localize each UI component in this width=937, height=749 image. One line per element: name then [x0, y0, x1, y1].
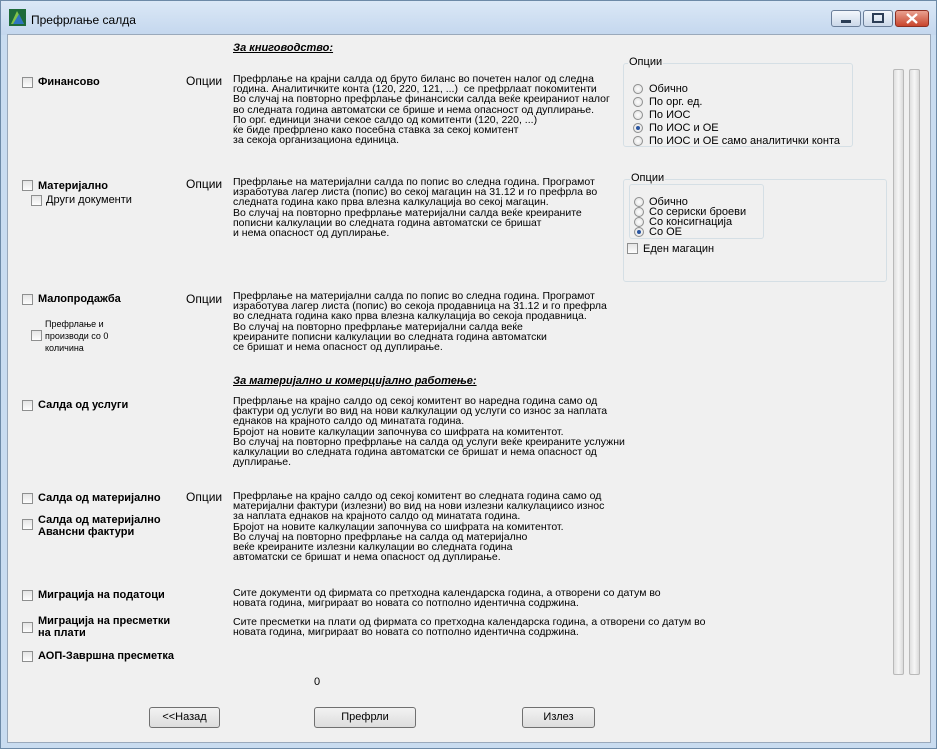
finansovo-options-label[interactable]: Опции: [186, 74, 223, 88]
drugi-dokumenti-label: Други документи: [46, 194, 132, 206]
client-area: [7, 34, 931, 743]
radio-fin-org[interactable]: [633, 97, 643, 107]
radio-fin-obicno-label: Обично: [649, 83, 688, 95]
migracija-checkbox[interactable]: [22, 590, 33, 601]
uslugi-label: Салда од услуги: [38, 399, 129, 411]
section-accounting-title: За книговодство:: [233, 42, 334, 54]
maloprodazba-options-label[interactable]: Опции: [186, 292, 223, 306]
aop-checkbox[interactable]: [22, 651, 33, 662]
section-material-title: За материјално и комерцијално работење:: [233, 375, 477, 387]
finansovo-description: Префрлање на крајни салда од бруто биланс во почетен налог од следна година. Аналитичките конта (120, 220, 121, ...) се префрлаат покомитенти Во случај на повторно префрлање финансиски салда веќе креираниот налог во следната година автоматски се брише и нема опасност од дуплирање. По орг. единици значи секое салдо од комитенти (120, 220, ...) ќе биде префрлено како посебна ставка за секој комитент за секоја организациона единица.: [233, 73, 610, 147]
radio-fin-ios-oe[interactable]: [633, 123, 643, 133]
radio-fin-ios-oe-label: По ИОС и ОЕ: [649, 122, 719, 134]
options-legend-materijalno: Опции: [631, 172, 665, 184]
title-bar[interactable]: [1, 1, 936, 35]
finansovo-label: Финансово: [38, 76, 100, 88]
drugi-dokumenti-checkbox[interactable]: [31, 195, 42, 206]
materijalno-description: Префрлање на материјални салда по попис во следна година. Програмот изработува лагер листа (попис) во секој магацин на 31.12 и го префрла во следната година како прва влезна калкулација во секој магацин. Во случај на повторно префрлање материјални салда веќе креираните пописни калкулации во следната година автоматски се бришат и нема опасност од дуплирање.: [233, 176, 598, 240]
transfer-button[interactable]: Префрли: [314, 707, 416, 728]
aop-label: АОП-Завршна пресметка: [38, 650, 174, 662]
radio-fin-ios-label: По ИОС: [649, 109, 691, 121]
close-icon: [896, 11, 928, 26]
window-title: Префрлање салда: [31, 13, 136, 27]
progress-counter: 0: [314, 676, 321, 688]
maximize-button[interactable]: [863, 10, 893, 27]
radio-mat-obicno[interactable]: [634, 197, 644, 207]
prefrlanje-nula-label-3: количина: [45, 343, 84, 353]
radio-mat-consign[interactable]: [634, 217, 644, 227]
options-legend-finansovo: Опции: [629, 56, 663, 68]
uslugi-checkbox[interactable]: [22, 400, 33, 411]
avansi-label-1: Салда од материјално: [38, 514, 161, 526]
prefrlanje-nula-label-2: производи со 0: [45, 331, 109, 341]
radio-fin-ios-oe-analytic-label: По ИОС и ОЕ само аналитички конта: [649, 135, 841, 147]
eden-magacin-label: Еден магацин: [643, 243, 715, 255]
radio-fin-ios[interactable]: [633, 110, 643, 120]
minimize-button[interactable]: [831, 10, 861, 27]
radio-mat-obicno-label: Обично: [649, 196, 688, 208]
migracija-description: Сите документи од фирмата со претходна календарска година, а отворени со датум во новата година, мигрираат во новата со потполно идентична содржина.: [233, 587, 661, 610]
radio-mat-consign-label: Со консигнација: [649, 216, 733, 228]
avansi-label-2: Авансни фактури: [38, 526, 135, 538]
materijalno-options-label[interactable]: Опции: [186, 177, 223, 191]
eden-magacin-checkbox[interactable]: [627, 243, 638, 254]
maloprodazba-checkbox[interactable]: [22, 294, 33, 305]
plati-label-1: Миграција на пресметки: [38, 615, 171, 627]
materijalno-label: Материјално: [38, 180, 108, 192]
close-button[interactable]: [895, 10, 929, 27]
plati-description: Сите пресметки на плати од фирмата со претходна календарска година, а отворени со датум во новата година, мигрираат во новата со потполно идентична содржина.: [233, 616, 706, 639]
prefrlanje-nula-checkbox[interactable]: [31, 330, 42, 341]
vertical-progress-bar-2: [909, 69, 920, 675]
vertical-progress-bar-1: [893, 69, 904, 675]
radio-fin-org-label: По орг. ед.: [649, 96, 703, 108]
migracija-label: Миграција на податоци: [38, 589, 165, 601]
radio-mat-oe-label: Со ОЕ: [649, 226, 683, 238]
maloprodazba-description: Префрлање на материјални салда по попис во следна година. Програмот изработува лагер листа (попис) во секоја продавница на 31.12 и го префрла во следната година како прва влезна калкулација во секоја продавница. Во случај на повторно префрлање материјални салда веќе креираните пописни калкулации во следната година автоматски се бришат и нема опасност од дуплирање.: [233, 290, 607, 354]
back-button[interactable]: <<Назад: [149, 707, 220, 728]
prefrlanje-nula-label-1: Префрлање и: [45, 319, 104, 329]
salda-materijalno-checkbox[interactable]: [22, 493, 33, 504]
radio-fin-obicno[interactable]: [633, 84, 643, 94]
materijalno-checkbox[interactable]: [22, 180, 33, 191]
finansovo-checkbox[interactable]: [22, 77, 33, 88]
exit-button[interactable]: Излез: [522, 707, 595, 728]
plati-label-2: на плати: [38, 627, 86, 639]
uslugi-description: Префрлање на крајно салдо од секој комитент во наредна година само од фактури од услуги во вид на нови калкулации од услуги со износ за наплата еднаков на крајното салдо од минатата година. Бројот на новите калкулации започнува со шифрата на комитентот. Во случај на повторно префрлање на салда од услуги веќе креираните услужни калкулации во следната година автоматски се бришат и нема опасност од дуплирање.: [233, 395, 625, 469]
salda-materijalno-label: Салда од материјално: [38, 492, 161, 504]
radio-mat-oe[interactable]: [634, 227, 644, 237]
minimize-icon: [832, 11, 860, 26]
maloprodazba-label: Малопродажба: [38, 293, 121, 305]
app-logo-icon: [9, 9, 26, 26]
radio-mat-serial-label: Со сериски броеви: [649, 206, 747, 218]
radio-fin-ios-oe-analytic[interactable]: [633, 136, 643, 146]
radio-mat-serial[interactable]: [634, 207, 644, 217]
plati-checkbox[interactable]: [22, 622, 33, 633]
salda-materijalno-description: Префрлање на крајно салдо од секој комитент во следната година само од материјални фактури (излезни) во вид на нови излезни калкулациисо износ за наплата еднаков на крајното салдо од минатата година. Бројот на новите калкулации започнува со шифрата на комитентот. Во случај на повторно префрлање на салда од материјално веќе креираните излезни калкулации во следната година автоматски се бришат и нема опасност од дуплирање.: [233, 490, 605, 564]
maximize-icon: [864, 11, 892, 26]
avansi-checkbox[interactable]: [22, 519, 33, 530]
salda-materijalno-options-label[interactable]: Опции: [186, 490, 223, 504]
